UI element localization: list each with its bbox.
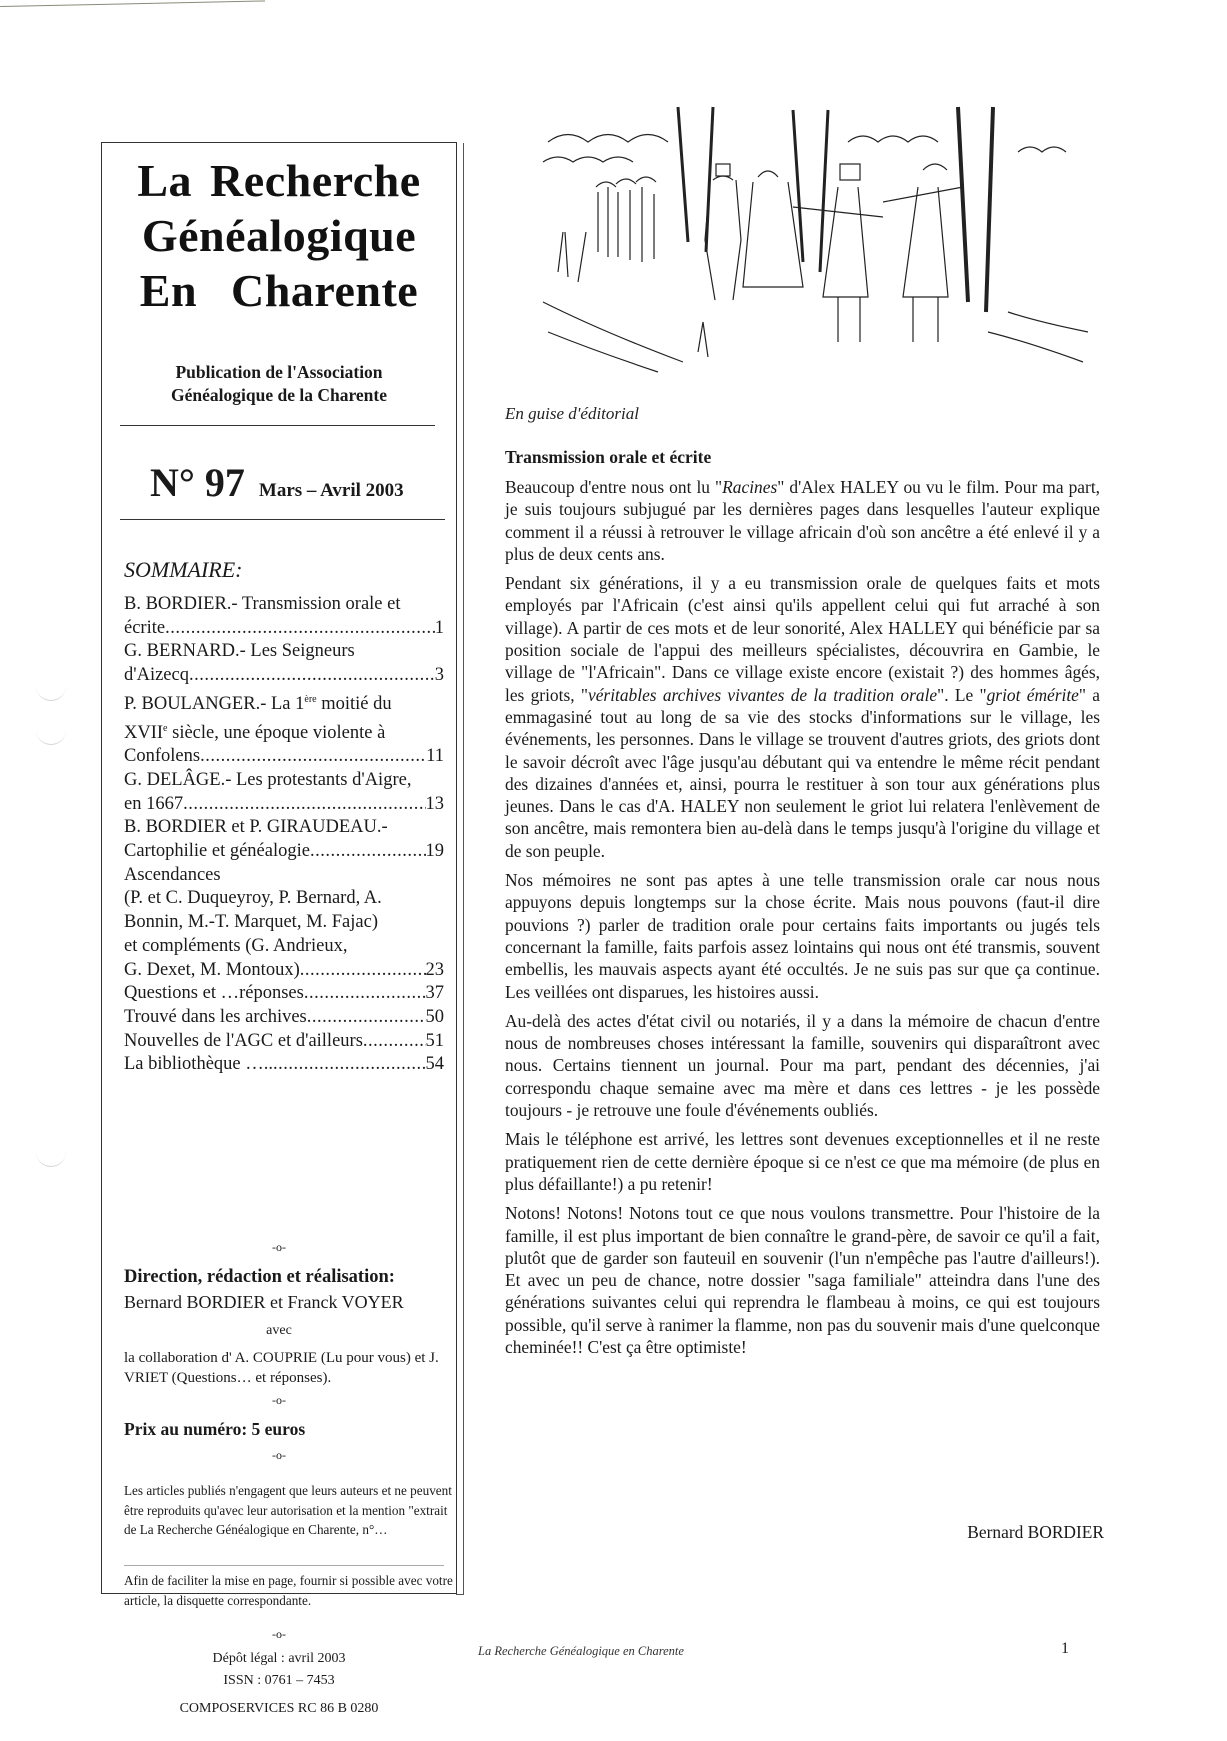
toc-entry-title: d'Aizecq [124,665,189,686]
title-line: La Recherche [137,155,421,206]
toc-entry-line: B. BORDIER.- Transmission orale et [124,594,401,614]
toc-entry [124,593,444,640]
toc-dot-leader [189,664,435,688]
footer-running-title: La Recherche Généalogique en Charente [478,1644,684,1658]
toc-entry-line: Bonnin, M.-T. Marquet, M. Fajac) [124,912,378,933]
toc-entry-line: G. BERNARD.- Les Seigneurs [124,641,355,662]
divider [120,519,445,520]
toc-entry [124,816,444,863]
toc-dot-leader [307,1006,426,1030]
toc-dot-leader [304,982,426,1006]
toc-dot-leader [200,745,426,769]
table-of-contents [124,593,444,1077]
toc-entry [124,640,444,687]
article-paragraph: Pendant six générations, il y a eu transmission orale de quelques faits et mots employés par l'Africain (c'est ainsi qu'ils appellent celui qui fut arraché à son village). A partir de ces mots et de leur sonorité, Alex HALLEY qui bénéficie par sa position sociale de l'appui des meilleurs spécialistes, découvrira en Gambie, le village de "l'Africain". Dans ce village existe encore (existait ?) des hommes âgés, les griots, "véritables archives vivantes de la tradition orale". Le "griot émérite" a emmagasiné tout au long de sa vie des stocks d'informations sur le village, les événements, les personnes. Dans le village se trouvent d'autres griots, des griots dont le savoir décroît avec l'âge jusqu'au débutant qui va entendre le même récit pendant des dizaines d'années et, ainsi, pourra le restituer à son tour aux générations plus jeunes. Dans le cas d'A. HALEY non seulement le griot lui relatera l'enlèvement de son ancêtre, mais remontera bien au-delà dans le temps jusqu'à l'origine du village et de son peuple. [505,573,1100,861]
issue-number: N° 97 [150,460,245,505]
credits-heading: Direction, rédaction et réalisation: [124,1267,395,1287]
toc-entry-title: en 1667 [124,793,184,814]
wedding-procession-illustration [538,102,1093,378]
title-line: En Charente [139,265,419,316]
toc-entry-leader-line [124,840,444,864]
toc-entry-line: et compléments (G. Andrieux, [124,935,348,956]
toc-entry-title: Trouvé dans les archives [124,1006,307,1027]
reproduction-notice: Les articles publiés n'engagent que leurs auteurs et ne peuvent être reproduits qu'avec leur autorisation et la mention "extrait de La Recherche Généalogique en Charente, n°… [124,1483,452,1537]
toc-entry-leader-line [124,959,444,983]
separator: -o- [272,1393,286,1407]
toc-page-number: 50 [425,1006,444,1027]
publisher-line-2: Généalogique de la Charente [171,385,387,405]
diskette-notice: Afin de faciliter la mise en page, fournir si possible avec votre article, la disquette correspondante. [124,1573,453,1608]
toc-entry-line: (P. et C. Duqueyroy, P. Bernard, A. [124,888,382,909]
divider [120,425,435,426]
toc-entry [124,982,444,1006]
toc-entry [124,769,444,816]
toc-entry-title: Confolens [124,746,201,767]
punch-hole-mark [36,686,66,701]
toc-page-number: 51 [425,1030,444,1051]
toc-page-number: 23 [425,959,444,980]
toc-entry-title: Cartophilie et généalogie [124,841,310,862]
toc-entry [124,688,444,769]
toc-entry-line: B. BORDIER et P. GIRAUDEAU.- [124,817,388,838]
toc-entry [124,864,444,983]
toc-dot-leader [363,1030,426,1054]
separator: -o- [272,1448,286,1462]
toc-page-number: 37 [425,983,444,1004]
superscript: ère [304,693,317,705]
credits-collaboration: la collaboration d' A. COUPRIE (Lu pour vous) et J. VRIET (Questions… et réponses). [124,1350,439,1386]
title-line: Généalogique [141,210,417,261]
punch-hole-mark [36,1152,66,1167]
issn: ISSN : 0761 – 7453 [223,1673,335,1688]
toc-dot-leader [310,840,426,864]
article-paragraph: Notons! Notons! Notons tout ce que nous voulons transmettre. Pour l'histoire de la famille, il est plus important de bien connaître le grand-père, de savoir ce qu'il a fait, plutôt que de garder son fauteuil en souvenir (l'un n'empêche pas l'autre d'ailleurs!). Et avec un peu de chance, notre dossier "saga familiale" atteindra dans l'une des générations suivantes celui qui reprendra le flambeau à moins, ce qui est toujours possible, qu'il serve à ranimer la flamme, non pas du souvenir mais d'une quelconque cheminée!! C'est ça être optimiste! [505,1203,1100,1357]
credits-avec: avec [266,1323,292,1338]
publisher-line [102,361,456,407]
toc-page-number: 3 [434,665,444,686]
article-signature: Bernard BORDIER [967,1522,1104,1542]
page-number: 1 [1061,1640,1069,1657]
divider [124,1565,444,1566]
toc-dot-leader [273,1053,426,1077]
toc-entry [124,1006,444,1030]
superscript: e [163,722,168,734]
toc-page-number: 19 [425,841,444,862]
toc-entry-leader-line [124,664,444,688]
masthead-box [101,142,457,1716]
italic-quote: véritables archives vivantes de la tradition orale [587,684,938,705]
toc-entry-leader-line [124,617,444,641]
issue-info [150,459,404,506]
toc-entry-leader-line [124,1053,444,1077]
toc-entry-line: Ascendances [124,864,221,885]
toc-dot-leader [183,793,425,817]
toc-entry-line: XVIIe siècle, une époque violente à [124,722,386,743]
toc-entry-leader-line [124,1030,444,1054]
article-body [505,476,1100,1365]
article-paragraph: Au-delà des actes d'état civil ou notariés, il y a dans la mémoire de chacun d'entre nous de nombreuses choses intéressant la famille, souvenirs qui disparaîtront avec nous. Certains tiennent un journal. Pour ma part, pendant des décennies, j'ai correspondu chaque semaine avec ma mère et dans ces lettres - je les possède toujours - je retrouve une foule d'événements oubliés. [505,1010,1100,1121]
toc-entry-leader-line [124,793,444,817]
separator: -o- [272,1240,286,1254]
toc-entry-leader-line [124,745,444,769]
toc-page-number: 11 [426,746,444,767]
issue-date: Mars – Avril 2003 [258,480,404,501]
separator: -o- [272,1627,286,1641]
scan-edge-line [0,0,265,7]
toc-entry-title: Questions et …réponses [124,983,304,1004]
printer-info: COMPOSERVICES RC 86 B 0280 [179,1701,379,1716]
toc-page-number: 13 [425,793,444,814]
punch-hole-mark [36,730,66,745]
toc-entry-line: G. DELÂGE.- Les protestants d'Aigre, [124,769,412,790]
toc-entry-title: écrite [124,617,166,638]
toc-title: SOMMAIRE: [124,557,243,582]
publisher-line-1: Publication de l'Association [175,362,383,382]
italic-quote: Racines [722,477,778,497]
article-paragraph: Nos mémoires ne sont pas aptes à une telle transmission orale car nous nous appuyons depuis longtemps sur la chose écrite. Mais nous pouvons (faut-il dire pouvions ?) parler de tradition orale pour certains faits importants ou jugés tels concernant la famille, faits parfois assez lointains qui nous ont été transmis, souvent embellis, les mauvais aspects ayant été occultés. Je ne suis pas sur que ça continue. Les veillées ont disparues, les histoires aussi. [505,870,1100,1002]
toc-entry-leader-line [124,982,444,1006]
article-title: Transmission orale et écrite [505,447,712,467]
toc-entry-line: P. BOULANGER.- La 1ère moitié du [124,693,392,714]
toc-page-number: 1 [434,617,444,638]
toc-entry-title: La bibliothèque ….. [124,1054,273,1075]
article-kicker: En guise d'éditorial [505,404,639,423]
toc-entry [124,1053,444,1077]
toc-dot-leader [165,617,435,641]
article-paragraph: Mais le téléphone est arrivé, les lettres sont devenues exceptionnelles et il ne reste pratiquement rien de cette dernière époque si ce n'est ce que ma mémoire (de plus en plus défaillante!) a pu retenir! [505,1129,1100,1194]
toc-entry [124,1030,444,1054]
toc-entry-title: Nouvelles de l'AGC et d'ailleurs [124,1030,363,1051]
price: Prix au numéro: 5 euros [124,1419,306,1439]
italic-quote: griot émérite [986,684,1079,705]
credits-names: Bernard BORDIER et Franck VOYER [124,1292,404,1312]
toc-page-number: 54 [425,1054,444,1075]
legal-deposit: Dépôt légal : avril 2003 [212,1651,346,1666]
article-paragraph: Beaucoup d'entre nous ont lu "Racines" d'Alex HALEY ou vu le film. Pour ma part, je suis toujours subjugué par les dernières pages dans lesquelles l'auteur explique comment il a réussi à retrouver le village africain d'où son ancêtre a été enlevé il y a plus de deux cents ans. [505,477,1100,564]
toc-dot-leader [300,959,426,983]
toc-entry-leader-line [124,1006,444,1030]
publication-title [102,153,456,318]
toc-entry-title: G. Dexet, M. Montoux) [124,959,300,980]
